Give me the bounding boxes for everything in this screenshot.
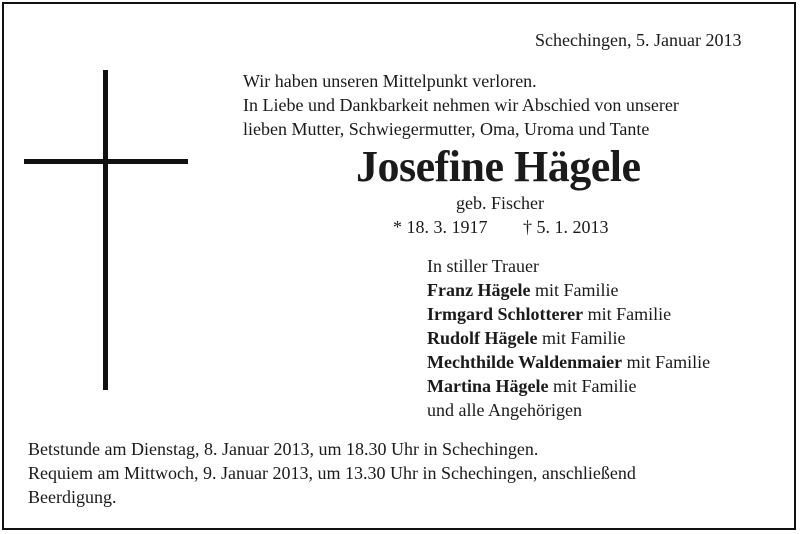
mourner-suffix: mit Familie bbox=[626, 352, 711, 372]
mourners-closing: und alle Angehörigen bbox=[427, 400, 582, 420]
mourner-row bbox=[427, 350, 710, 374]
mourner-row bbox=[427, 302, 671, 326]
mourner-row bbox=[427, 278, 618, 302]
mourner-name: Martina Hägele bbox=[427, 376, 549, 396]
place-date: Schechingen, 5. Januar 2013 bbox=[535, 30, 742, 50]
service-line-2: Requiem am Mittwoch, 9. Januar 2013, um 13.30 Uhr in Schechingen, anschließend bbox=[28, 463, 636, 483]
mourner-name: Franz Hägele bbox=[427, 280, 531, 300]
intro-line-2: In Liebe und Dankbarkeit nehmen wir Abschied von unserer bbox=[243, 95, 679, 115]
maiden-name: geb. Fischer bbox=[456, 193, 544, 213]
mourner-name: Mechthilde Waldenmaier bbox=[427, 352, 623, 372]
mourner-suffix: mit Familie bbox=[587, 304, 672, 324]
mourners-intro: In stiller Trauer bbox=[427, 256, 539, 276]
mourner-suffix: mit Familie bbox=[534, 280, 619, 300]
service-line-3: Beerdigung. bbox=[28, 487, 117, 507]
cross-icon bbox=[103, 70, 108, 390]
intro-line-3: lieben Mutter, Schwiegermutter, Oma, Uroma und Tante bbox=[243, 119, 650, 139]
intro-line-1: Wir haben unseren Mittelpunkt verloren. bbox=[243, 71, 537, 91]
mourner-row bbox=[427, 374, 636, 398]
deceased-name: Josefine Hägele bbox=[356, 142, 641, 191]
death-date: † 5. 1. 2013 bbox=[523, 217, 609, 237]
cross-icon-bar bbox=[24, 159, 188, 164]
mourner-name: Rudolf Hägele bbox=[427, 328, 538, 348]
birth-date: * 18. 3. 1917 bbox=[393, 217, 488, 237]
service-line-1: Betstunde am Dienstag, 8. Januar 2013, um 18.30 Uhr in Schechingen. bbox=[28, 439, 539, 459]
mourner-row bbox=[427, 326, 626, 350]
mourner-suffix: mit Familie bbox=[542, 328, 626, 348]
mourner-name: Irmgard Schlotterer bbox=[427, 304, 584, 324]
mourner-suffix: mit Familie bbox=[552, 376, 637, 396]
